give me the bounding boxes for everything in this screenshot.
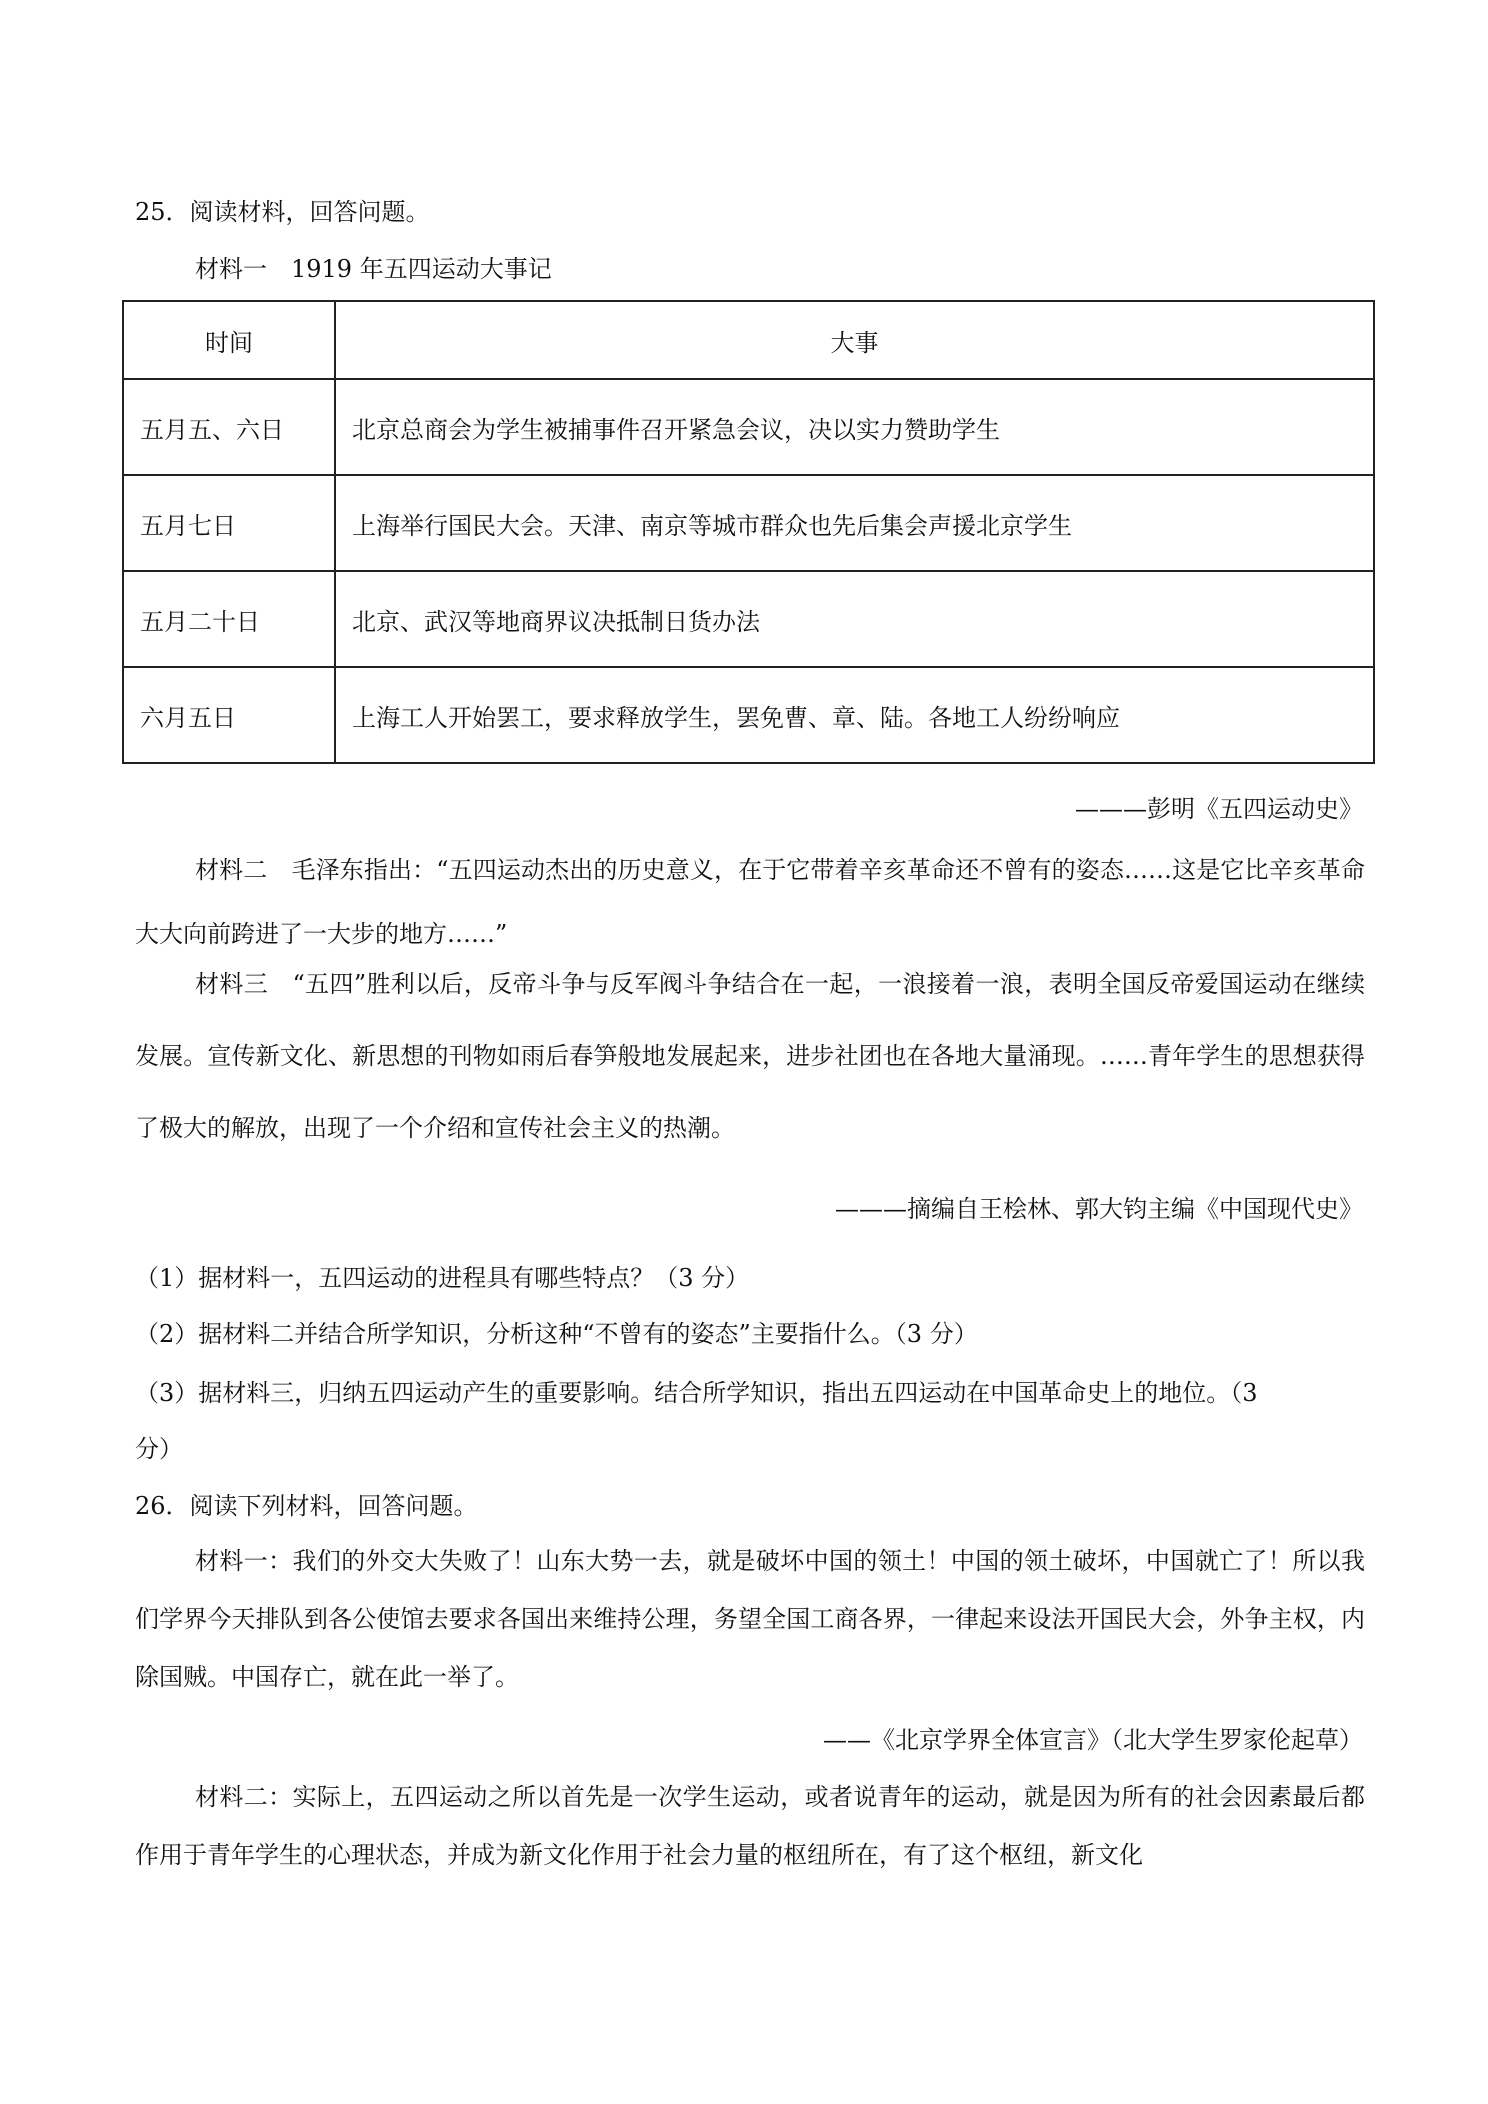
material1-source: ———彭明《五四运动史》	[1075, 795, 1363, 823]
table-row	[123, 571, 1374, 667]
row-event: 上海工人开始罢工，要求释放学生，罢免曹、章、陆。各地工人纷纷响应	[335, 667, 1374, 763]
table-header-row	[123, 301, 1374, 379]
events-table	[122, 300, 1375, 764]
row-event: 北京、武汉等地商界议决抵制日货办法	[335, 571, 1374, 667]
q26-stem: 26．阅读下列材料，回答问题。	[135, 1492, 478, 1520]
table-row	[123, 379, 1374, 475]
header-time: 时间	[123, 301, 335, 379]
material3-source: ———摘编自王桧林、郭大钧主编《中国现代史》	[835, 1195, 1363, 1223]
header-event: 大事	[335, 301, 1374, 379]
table-row	[123, 667, 1374, 763]
q25-question-3: （3）据材料三，归纳五四运动产生的重要影响。结合所学知识，指出五四运动在中国革命史上的地位。（3	[135, 1379, 1258, 1407]
q25-stem: 25．阅读材料，回答问题。	[135, 198, 430, 226]
row-time: 五月二十日	[123, 571, 335, 667]
q25-question-3-cont: 分）	[135, 1435, 183, 1463]
q26-material1-source: ——《北京学界全体宣言》（北大学生罗家伦起草）	[823, 1726, 1363, 1754]
row-time: 五月七日	[123, 475, 335, 571]
q26-material2: 材料二：实际上，五四运动之所以首先是一次学生运动，或者说青年的运动，就是因为所有的社会因素最后都作用于青年学生的心理状态，并成为新文化作用于社会力量的枢纽所在，有了这个枢纽，新文化	[135, 1783, 1365, 1869]
table-row	[123, 475, 1374, 571]
row-event: 北京总商会为学生被捕事件召开紧急会议，决以实力赞助学生	[335, 379, 1374, 475]
q25-material2: 材料二 毛泽东指出：“五四运动杰出的历史意义，在于它带着辛亥革命还不曾有的姿态……这是它比辛亥革命大大向前跨进了一大步的地方……”	[135, 856, 1365, 948]
row-time: 五月五、六日	[123, 379, 335, 475]
q26-material1: 材料一：我们的外交大失败了！山东大势一去，就是破坏中国的领土！中国的领土破坏，中国就亡了！所以我们学界今天排队到各公使馆去要求各国出来维持公理，务望全国工商各界，一律起来设法开国民大会，外争主权，内除国贼。中国存亡，就在此一举了。	[135, 1547, 1365, 1691]
q25-question-2: （2）据材料二并结合所学知识，分析这种“不曾有的姿态”主要指什么。（3 分）	[135, 1320, 978, 1348]
row-event: 上海举行国民大会。天津、南京等城市群众也先后集会声援北京学生	[335, 475, 1374, 571]
row-time: 六月五日	[123, 667, 335, 763]
q25-question-1: （1）据材料一，五四运动的进程具有哪些特点？（3 分）	[135, 1264, 750, 1292]
q25-material3: 材料三 “五四”胜利以后，反帝斗争与反军阀斗争结合在一起，一浪接着一浪，表明全国反帝爱国运动在继续发展。宣传新文化、新思想的刊物如雨后春笋般地发展起来，进步社团也在各地大量涌现。……青年学生的思想获得了极大的解放，出现了一个介绍和宣传社会主义的热潮。	[135, 970, 1365, 1142]
q25-material1-title: 材料一 1919 年五四运动大事记	[195, 255, 552, 283]
